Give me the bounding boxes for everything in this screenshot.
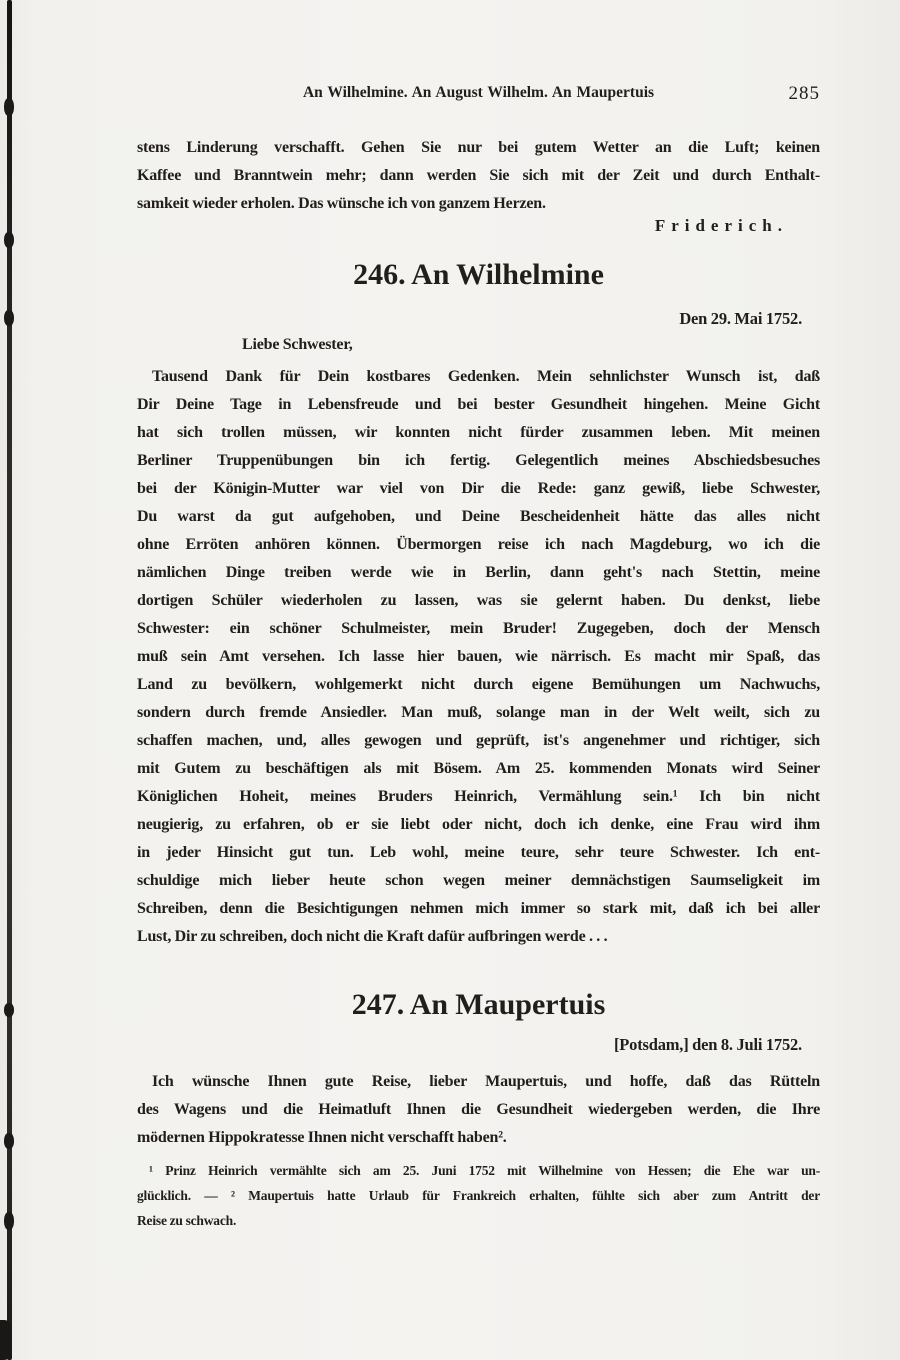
text-line: Dir Deine Tage in Lebensfreude und bei bester Gesundheit hingehen. Meine Gicht [137, 396, 820, 413]
text-line: ohne Erröten anhören können. Übermorgen reise ich nach Magdeburg, wo ich die [137, 536, 820, 553]
edge-artifact-blob [4, 232, 14, 248]
edge-artifact-blob [4, 310, 14, 326]
text-line: schaffen machen, und, alles gewogen und geprüft, ist's angenehmer und richtiger, sich [137, 732, 820, 749]
text-line: stens Linderung verschafft. Gehen Sie nur bei gutem Wetter an die Luft; keinen [137, 139, 820, 156]
letter-247-body [137, 1068, 820, 1152]
edge-artifact-blob [4, 98, 14, 116]
letter-247-date: [Potsdam,] den 8. Juli 1752. [613, 1035, 802, 1054]
text-line: Schwester: ein schöner Schulmeister, mein Bruder! Zugegeben, doch der Mensch [137, 620, 820, 637]
page-header [137, 84, 820, 110]
text-line: nämlichen Dinge treiben werde wie in Berlin, dann geht's nach Stettin, meine [137, 564, 820, 581]
text-line: sondern durch fremde Ansiedler. Man muß, solange man in der Welt weilt, sich zu [137, 704, 820, 721]
text-line: Kaffee und Branntwein mehr; dann werden Sie sich mit der Zeit und durch Enthalt- [137, 167, 820, 184]
footnote-line: Reise zu schwach. [137, 1213, 237, 1228]
page-number: 285 [788, 83, 820, 104]
text-line: bei der Königin-Mutter war viel von Dir die Rede: ganz gewiß, liebe Schwester, [137, 480, 820, 497]
letter-246-date: Den 29. Mai 1752. [679, 309, 802, 328]
text-line: hat sich trollen müssen, wir konnten nicht fürder zusammen leben. Mit meinen [137, 424, 820, 441]
text-line: Tausend Dank für Dein kostbares Gedenken. Mein sehnlichster Wunsch ist, daß [152, 368, 820, 385]
edge-artifact-blob [4, 1003, 14, 1017]
text-line: des Wagens und die Heimatluft Ihnen die Gesundheit wiedergeben werden, die Ihre [137, 1101, 820, 1118]
edge-artifact-blob [4, 1133, 14, 1149]
text-line: Berliner Truppenübungen bin ich fertig. Gelegentlich meines Abschiedsbesuches [137, 452, 820, 469]
text-line: Schreiben, denn die Besichtigungen nehmen mich immer so stark mit, daß ich bei aller [137, 900, 820, 917]
edge-artifact-blob [4, 1212, 14, 1230]
text-line: Lust, Dir zu schreiben, doch nicht die Kraft dafür aufbringen werde . . . [137, 928, 608, 945]
text-line: schuldige mich lieber heute schon wegen meiner demnächstigen Saumseligkeit im [137, 872, 820, 889]
letter-246-salutation: Liebe Schwester, [242, 336, 353, 353]
text-line: muß sein Amt versehen. Ich lasse hier bauen, wie närrisch. Es macht mir Spaß, das [137, 648, 820, 665]
letter-246-body [137, 363, 820, 951]
letter-247-heading: 247. An Maupertuis [351, 988, 606, 1021]
text-line: Ich wünsche Ihnen gute Reise, lieber Maupertuis, und hoffe, daß das Rütteln [152, 1073, 820, 1090]
footnotes [137, 1158, 820, 1233]
binding-edge-line [7, 0, 12, 1360]
text-line: dortigen Schüler wiederholen zu lassen, was sie gelernt haben. Du denkst, liebe [137, 592, 820, 609]
text-line: in jeder Hinsicht gut tun. Leb wohl, meine teure, sehr teure Schwester. Ich ent- [137, 844, 820, 861]
text-line: Du warst da gut aufgehoben, und Deine Bescheidenheit hätte das alles nicht [137, 508, 820, 525]
letter-246-heading: 246. An Wilhelmine [353, 258, 604, 291]
text-line: mödernen Hippokratesse Ihnen nicht verschafft haben². [137, 1129, 507, 1146]
text-line: Königlichen Hoheit, meines Bruders Heinrich, Vermählung sein.¹ Ich bin nicht [137, 788, 820, 805]
text-line: samkeit wieder erholen. Das wünsche ich von ganzem Herzen. [137, 195, 546, 212]
running-head: An Wilhelmine. An August Wilhelm. An Maupertuis [302, 84, 655, 101]
signature-friderich: Friderich. [654, 216, 788, 235]
footnote-line: glücklich. — ² Maupertuis hatte Urlaub für Frankreich erhalten, fühlte sich aber zum Antritt der [137, 1188, 820, 1203]
text-line: mit Gutem zu beschäftigen als mit Bösem. Am 25. kommenden Monats wird Seiner [137, 760, 820, 777]
letter-245-continuation [137, 134, 820, 218]
edge-artifact-corner [0, 1320, 11, 1360]
text-line: Land zu bevölkern, wohlgemerkt nicht durch eigene Bemühungen um Nachwuchs, [137, 676, 820, 693]
footnote-line: ¹ Prinz Heinrich vermählte sich am 25. Juni 1752 mit Wilhelmine von Hessen; die Ehe war un- [149, 1163, 820, 1178]
text-line: neugierig, zu erfahren, ob er sie liebt oder nicht, doch ich denke, eine Frau wird ihm [137, 816, 820, 833]
